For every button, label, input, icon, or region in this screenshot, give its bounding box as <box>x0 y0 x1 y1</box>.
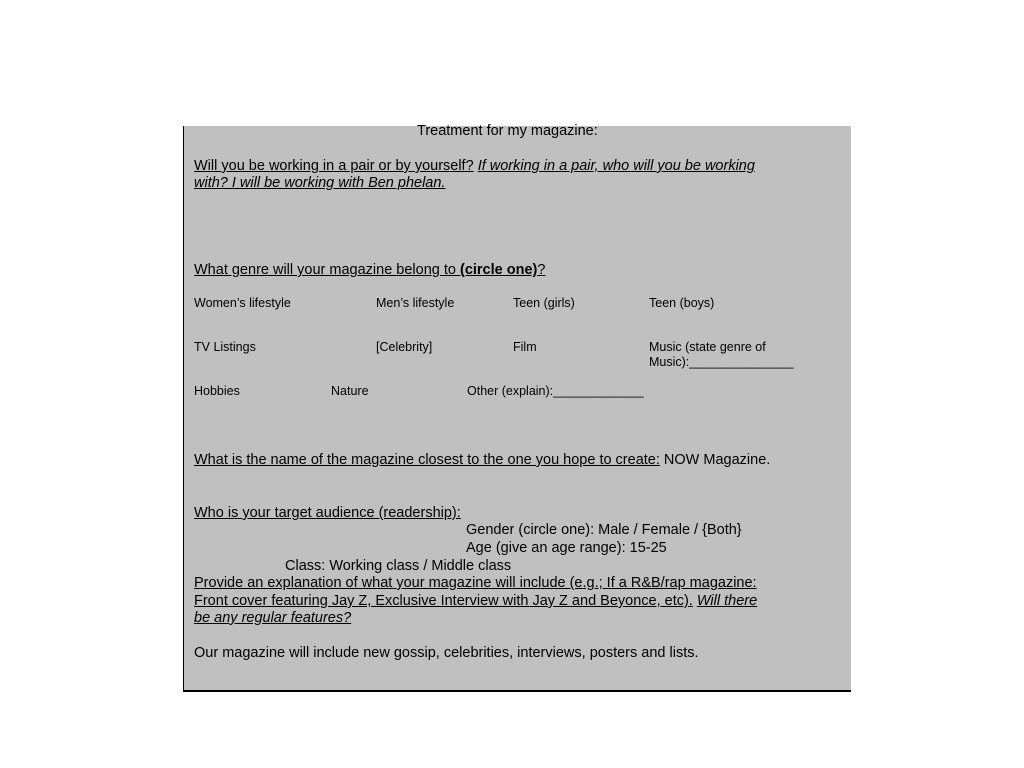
question-content-line2-italic: Will there <box>696 593 758 609</box>
question-target-audience: Who is your target audience (readership): <box>194 505 461 521</box>
answer-closest-magazine: NOW Magazine. <box>663 452 771 468</box>
audience-age: Age (give an age range): 15-25 <box>466 540 667 556</box>
genre-option-teen-girls: Teen (girls) <box>513 296 575 310</box>
genre-option-mens-lifestyle: Men’s lifestyle <box>376 296 455 310</box>
question-genre-prefix: What genre will your magazine belong to <box>194 262 460 278</box>
question-pair-text: Will you be working in a pair or by yourself? <box>194 158 474 174</box>
genre-option-nature: Nature <box>331 384 369 398</box>
question-genre <box>194 262 545 279</box>
genre-option-tv-listings: TV Listings <box>194 340 256 354</box>
question-closest-magazine <box>194 452 770 469</box>
question-genre-suffix: ? <box>537 262 546 278</box>
genre-option-music-line2: Music):_______________ <box>649 355 794 369</box>
document-page <box>183 123 851 692</box>
genre-option-hobbies: Hobbies <box>194 384 240 398</box>
question-content-line1: Provide an explanation of what your magazine will include (e.g.; If a R&B/rap magazine: <box>194 575 757 591</box>
question-pair <box>194 158 755 175</box>
question-genre-bold: (circle one) <box>459 262 538 278</box>
genre-option-celebrity: [Celebrity] <box>376 340 433 354</box>
audience-class: Class: Working class / Middle class <box>285 558 512 574</box>
question-content-line3: be any regular features? <box>194 610 352 626</box>
audience-gender: Gender (circle one): Male / Female / {Both} <box>466 522 742 538</box>
genre-option-film: Film <box>513 340 537 354</box>
document-title: Treatment for my magazine: <box>417 123 598 139</box>
question-pair-answer: with? I will be working with Ben phelan. <box>194 175 446 191</box>
genre-option-music-line1: Music (state genre of <box>649 340 766 354</box>
question-closest-magazine-text: What is the name of the magazine closest to the one you hope to create: <box>194 452 660 468</box>
question-content-line2-text: Front cover featuring Jay Z, Exclusive Interview with Jay Z and Beyonce, etc). <box>194 593 693 609</box>
question-content-line2 <box>194 593 757 610</box>
genre-option-womens-lifestyle: Women’s lifestyle <box>194 296 291 310</box>
question-pair-sub: If working in a pair, who will you be working <box>477 158 755 174</box>
answer-content: Our magazine will include new gossip, celebrities, interviews, posters and lists. <box>194 645 699 661</box>
genre-option-other: Other (explain):_____________ <box>467 384 644 398</box>
genre-option-teen-boys: Teen (boys) <box>649 296 715 310</box>
